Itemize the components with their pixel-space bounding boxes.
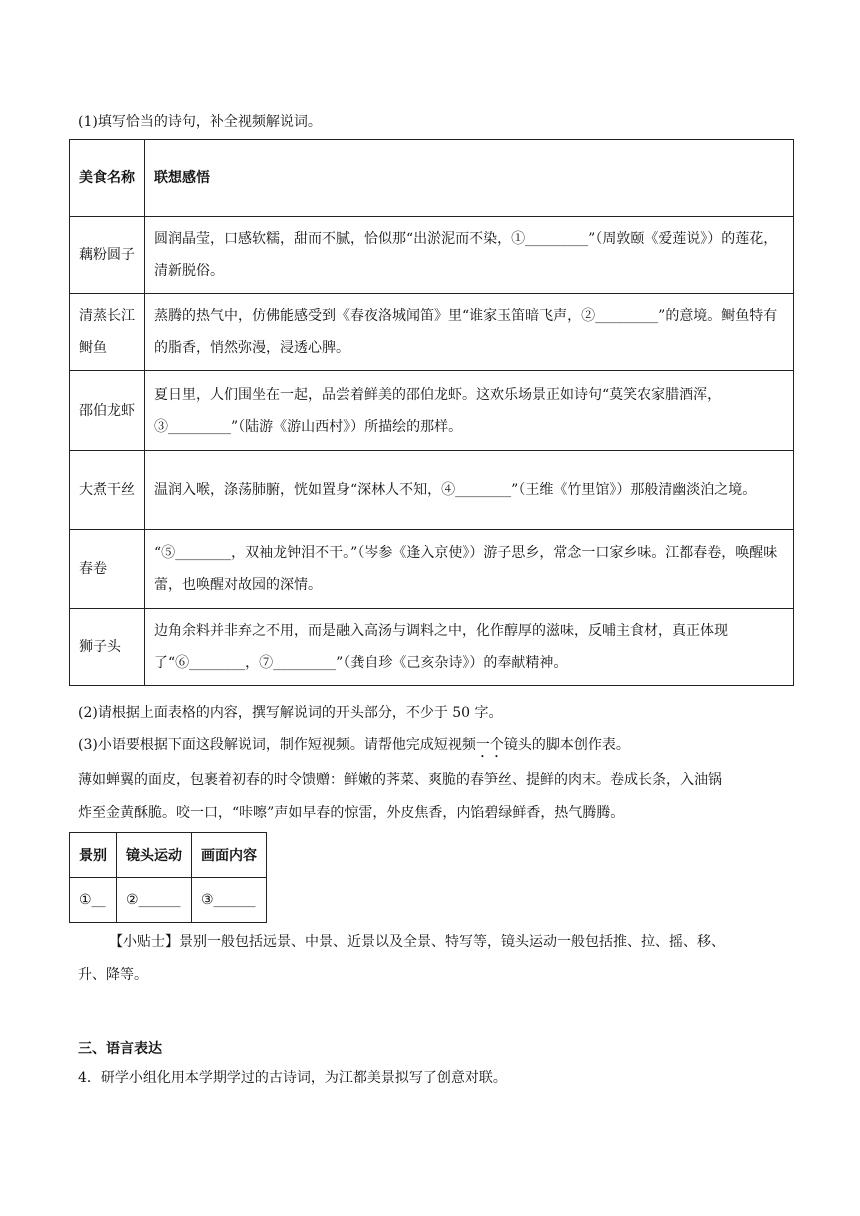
reflection-cell: 圆润晶莹，口感软糯，甜而不腻，恰似那“出淤泥而不染，①_________”（周敦颐《爱莲说》）的莲花，清新脱俗。: [145, 217, 794, 294]
food-name-cell: 春卷: [70, 530, 145, 609]
food-name-cell: 清蒸长江鲥鱼: [70, 294, 145, 371]
table-row: [70, 294, 794, 371]
table-row: [70, 371, 794, 451]
food-name-cell: 藕粉圆子: [70, 217, 145, 294]
reflection-cell: 蒸腾的热气中，仿佛能感受到《春夜洛城闻笛》里“谁家玉笛暗飞声，②_________”的意境。鲥鱼特有的脂香，悄然弥漫，浸透心脾。: [145, 294, 794, 371]
passage-line-2: 炸至金黄酥脆。咬一口，“咔嚓”声如早春的惊雷，外皮焦香，内馅碧绿鲜香，热气腾腾。: [78, 805, 625, 821]
section-heading: 三、语言表达: [78, 1041, 162, 1057]
question-3-emphasis: 一个: [475, 737, 504, 753]
table-row: [70, 609, 794, 686]
passage-line-1: 薄如蝉翼的面皮，包裹着初春的时令馈赠：鲜嫩的荠菜、爽脆的春笋丝、提鲜的肉末。卷成长条，入油锅: [78, 772, 722, 788]
food-name-cell: 狮子头: [70, 609, 145, 686]
shot-blank-3: ③______: [192, 878, 267, 923]
table-header-row: [70, 140, 794, 217]
header-food-name: 美食名称: [70, 140, 145, 217]
question-3-text-post: 镜头的脚本创作表。: [503, 737, 630, 753]
shot-blank-1: ①__: [70, 878, 117, 923]
table-row: [70, 217, 794, 294]
shot-answer-row: [70, 878, 267, 923]
shot-blank-2: ②______: [117, 878, 192, 923]
reflection-cell: 边角余料并非弃之不用，而是融入高汤与调料之中，化作醇厚的滋味，反哺主食材，真正体现了“⑥________，⑦_________”（龚自珍《己亥杂诗》）的奉献精神。: [145, 609, 794, 686]
food-table: [69, 139, 794, 686]
reflection-cell: 夏日里，人们围坐在一起，品尝着鲜美的邵伯龙虾。这欢乐场景正如诗句“莫笑农家腊酒浑，③_________”（陆游《游山西村》）所描绘的那样。: [145, 371, 794, 451]
question-3-prompt: [78, 735, 630, 761]
food-name-cell: 大煮干丝: [70, 451, 145, 530]
tip-line-1: 【小贴士】景别一般包括远景、中景、近景以及全景、特写等，镜头运动一般包括推、拉、摇、移、: [109, 934, 725, 950]
shot-header-row: [70, 833, 267, 878]
shot-script-table: [69, 832, 267, 923]
reflection-cell: 温润入喉，涤荡肺腑，恍如置身“深林人不知，④________”（王维《竹里馆》）那般清幽淡泊之境。: [145, 451, 794, 530]
table-row: [70, 451, 794, 530]
shot-header-movement: 镜头运动: [117, 833, 192, 878]
question-4-prompt: 4．研学小组化用本学期学过的古诗词，为江都美景拟写了创意对联。: [78, 1070, 507, 1086]
question-1-prompt: (1)填写恰当的诗句，补全视频解说词。: [78, 114, 322, 130]
question-3-text-pre: (3)小语要根据下面这段解说词，制作短视频。请帮他完成短视频: [78, 737, 476, 753]
food-name-cell: 邵伯龙虾: [70, 371, 145, 451]
table-row: [70, 530, 794, 609]
header-reflection: 联想感悟: [145, 140, 794, 217]
shot-header-scale: 景别: [70, 833, 117, 878]
question-2-prompt: (2)请根据上面表格的内容，撰写解说词的开头部分，不少于 50 字。: [78, 705, 503, 721]
tip-line-2: 升、降等。: [78, 967, 148, 983]
reflection-cell: “⑤________，双袖龙钟泪不干。”（岑参《逢入京使》）游子思乡，常念一口家乡味。江都春卷，唤醒味蕾，也唤醒对故园的深情。: [145, 530, 794, 609]
shot-header-content: 画面内容: [192, 833, 267, 878]
